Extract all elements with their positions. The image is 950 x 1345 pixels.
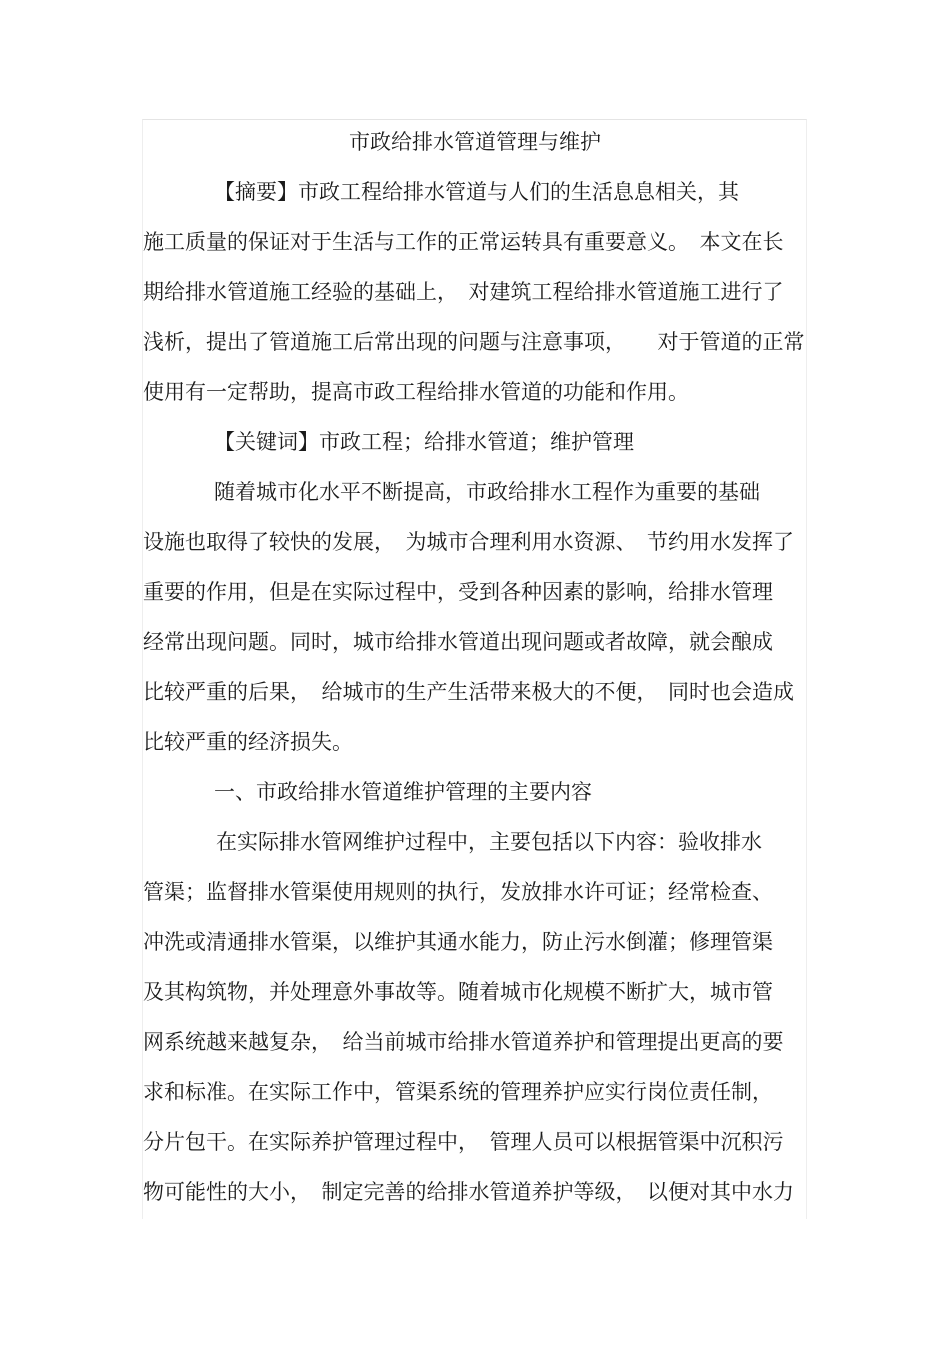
keywords-line: 【关键词】市政工程；给排水管道；维护管理 bbox=[214, 430, 634, 454]
section-1-line-1: 在实际排水管网维护过程中，主要包括以下内容：验收排水 bbox=[216, 830, 762, 854]
abstract-line-5: 使用有一定帮助，提高市政工程给排水管道的功能和作用。 bbox=[143, 380, 689, 404]
document-title: 市政给排水管道管理与维护 bbox=[349, 130, 601, 154]
intro-line-6: 比较严重的经济损失。 bbox=[143, 730, 353, 754]
abstract-line-2: 施工质量的保证对于生活与工作的正常运转具有重要意义。 本文在长 bbox=[143, 230, 784, 254]
intro-line-1: 随着城市化水平不断提高，市政给排水工程作为重要的基础 bbox=[214, 480, 760, 504]
abstract-line-3: 期给排水管道施工经验的基础上， 对建筑工程给排水管道施工进行了 bbox=[143, 280, 784, 304]
section-1-line-8: 物可能性的大小， 制定完善的给排水管道养护等级， 以便对其中水力 bbox=[143, 1180, 794, 1204]
intro-line-4: 经常出现问题。同时，城市给排水管道出现问题或者故障，就会酿成 bbox=[143, 630, 773, 654]
section-1-line-4: 及其构筑物，并处理意外事故等。随着城市化规模不断扩大，城市管 bbox=[143, 980, 773, 1004]
intro-line-5: 比较严重的后果， 给城市的生产生活带来极大的不便， 同时也会造成 bbox=[143, 680, 794, 704]
abstract-line-4: 浅析，提出了管道施工后常出现的问题与注意事项， 对于管道的正常 bbox=[143, 330, 805, 354]
section-1-line-7: 分片包干。在实际养护管理过程中， 管理人员可以根据管渠中沉积污 bbox=[143, 1130, 784, 1154]
intro-line-3: 重要的作用，但是在实际过程中，受到各种因素的影响，给排水管理 bbox=[143, 580, 773, 604]
section-1-line-2: 管渠；监督排水管渠使用规则的执行，发放排水许可证；经常检查、 bbox=[143, 880, 773, 904]
section-1-line-5: 网系统越来越复杂， 给当前城市给排水管道养护和管理提出更高的要 bbox=[143, 1030, 784, 1054]
section-1-line-3: 冲洗或清通排水管渠，以维护其通水能力，防止污水倒灌；修理管渠 bbox=[143, 930, 773, 954]
abstract-line-1: 【摘要】市政工程给排水管道与人们的生活息息相关，其 bbox=[214, 180, 739, 204]
intro-line-2: 设施也取得了较快的发展， 为城市合理利用水资源、 节约用水发挥了 bbox=[143, 530, 794, 554]
section-heading-1: 一、市政给排水管道维护管理的主要内容 bbox=[214, 780, 592, 804]
section-1-line-6: 求和标准。在实际工作中，管渠系统的管理养护应实行岗位责任制， bbox=[143, 1080, 773, 1104]
